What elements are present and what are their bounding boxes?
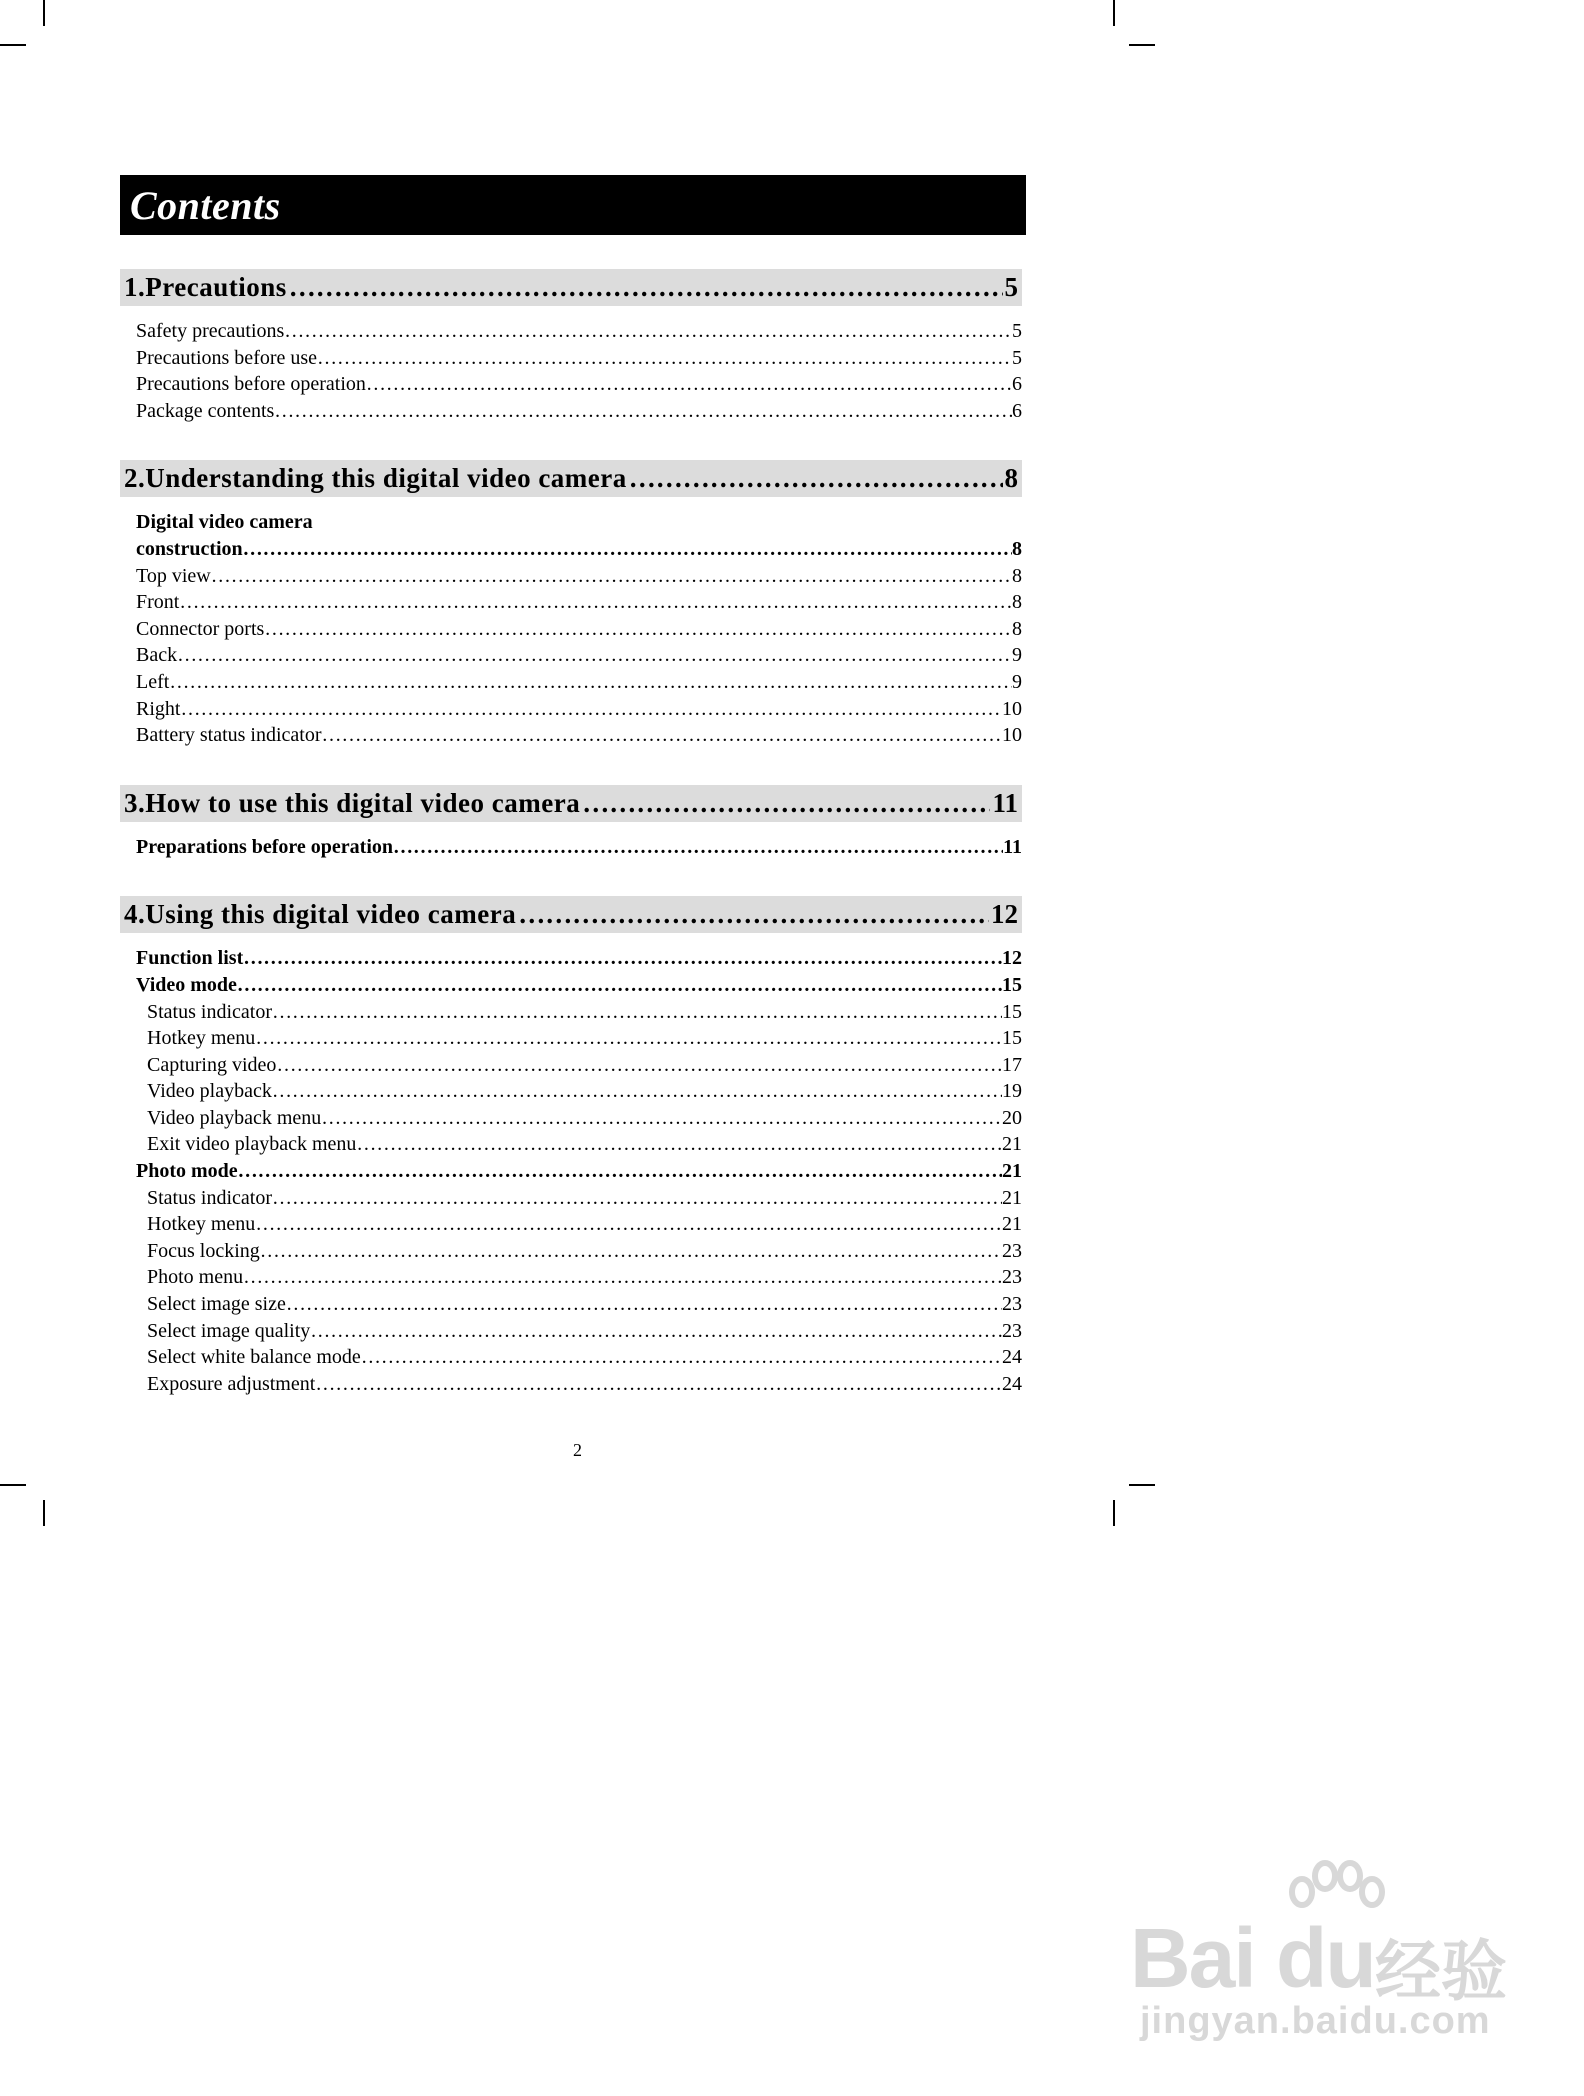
toc-entry[interactable] <box>120 1240 1024 1267</box>
toc-entry-label: Video playback menu <box>147 1106 322 1129</box>
toc-entry[interactable] <box>120 1001 1024 1028</box>
toc-entry[interactable] <box>120 1160 1024 1187</box>
leader-dots <box>272 1080 1002 1103</box>
section-heading <box>120 269 1022 306</box>
toc-entry-page: 21 <box>1002 1213 1022 1236</box>
toc-entry-label: Focus locking <box>147 1239 260 1262</box>
toc-entry-page: 10 <box>1002 724 1022 747</box>
leader-dots <box>264 618 1012 641</box>
toc-entry[interactable] <box>120 1346 1024 1373</box>
toc-entry-label: Precautions before use <box>136 346 318 369</box>
toc-entry-label: Select image quality <box>147 1319 311 1342</box>
leader-dots <box>179 591 1012 614</box>
toc-entry[interactable] <box>120 1080 1024 1107</box>
leader-dots <box>255 1213 1002 1236</box>
leader-dots <box>361 1346 1002 1369</box>
toc-entry-page: 9 <box>1012 644 1022 667</box>
toc-entry[interactable] <box>120 1320 1024 1347</box>
toc-entry-page: 15 <box>1002 1000 1022 1023</box>
toc-entry-page: 21 <box>1002 1186 1022 1209</box>
toc-entry-page: 5 <box>1012 320 1022 342</box>
leader-dots <box>177 644 1012 667</box>
toc-entry-label: Top view <box>136 564 211 587</box>
toc-entry[interactable] <box>120 644 1024 671</box>
leader-dots <box>243 1266 1002 1289</box>
baidu-watermark <box>1110 1860 1550 2050</box>
toc-entry-list <box>120 836 1026 863</box>
toc-entry[interactable] <box>120 1373 1024 1400</box>
leader-dots <box>255 1027 1002 1050</box>
toc-entry[interactable] <box>120 618 1024 645</box>
toc-entry-page: 23 <box>1002 1239 1022 1262</box>
toc-entry-label: Preparations before operation <box>136 835 394 858</box>
toc-entry[interactable] <box>120 591 1024 618</box>
leader-dots <box>238 1160 1002 1183</box>
leader-dots <box>629 463 1003 494</box>
toc-entry[interactable] <box>120 1133 1024 1160</box>
toc-entry-label: Function list <box>136 947 244 970</box>
toc-entry[interactable] <box>120 1213 1024 1240</box>
toc-entry[interactable] <box>120 698 1024 725</box>
leader-dots <box>274 400 1012 423</box>
crop-mark <box>0 44 26 46</box>
leader-dots <box>237 974 1002 997</box>
toc-entry-page: 8 <box>1012 537 1022 560</box>
section-page-number: 8 <box>1004 463 1018 494</box>
leader-dots <box>315 1373 1002 1396</box>
leader-dots <box>211 565 1012 588</box>
toc-entry-label: Battery status indicator <box>136 724 322 747</box>
leader-dots <box>321 1107 1002 1130</box>
toc-entry-label: Front <box>136 591 180 614</box>
toc-entry[interactable] <box>120 947 1024 974</box>
toc-section <box>120 785 1026 863</box>
section-heading <box>120 785 1022 822</box>
toc-entry[interactable] <box>120 347 1024 374</box>
toc-entry[interactable] <box>120 1054 1024 1081</box>
toc-entry-label: Connector ports <box>136 617 265 640</box>
leader-dots <box>276 1054 1002 1077</box>
toc-entry-label: Exit video playback menu <box>147 1133 357 1156</box>
toc-entry-label: Status indicator <box>147 1186 272 1209</box>
toc-entry-page: 8 <box>1012 617 1022 640</box>
leader-dots <box>582 788 990 819</box>
toc-entry-label: Video playback <box>147 1080 272 1103</box>
leader-dots <box>272 1001 1002 1024</box>
toc-entry-page: 23 <box>1002 1266 1022 1289</box>
toc-entry-label: Select white balance mode <box>147 1346 361 1369</box>
toc-entry-label: Hotkey menu <box>147 1027 256 1050</box>
toc-entry-page: 12 <box>1002 947 1022 970</box>
toc-entry[interactable] <box>120 974 1024 1001</box>
toc-entry-label: Back <box>136 644 178 667</box>
toc-entry[interactable] <box>120 538 1024 565</box>
crop-mark <box>1113 1500 1115 1526</box>
leader-dots <box>243 538 1012 561</box>
toc-entry-label: Safety precautions <box>136 320 285 342</box>
crop-mark <box>1129 1484 1155 1486</box>
crop-mark <box>43 1500 45 1526</box>
crop-mark <box>43 0 45 26</box>
watermark-brand: Bai du <box>1130 1911 1375 2005</box>
contents-title-bar <box>120 175 1026 235</box>
toc-section <box>120 269 1026 426</box>
toc-entry[interactable] <box>120 565 1024 592</box>
toc-entry-page: 21 <box>1002 1133 1022 1156</box>
page-title: Contents <box>130 182 281 228</box>
toc-entry-label: Digital video camera <box>136 511 313 534</box>
toc-entry[interactable] <box>120 1293 1024 1320</box>
toc-entry-list <box>120 320 1026 426</box>
toc-entry-label: Photo menu <box>147 1266 244 1289</box>
leader-dots <box>322 724 1002 747</box>
toc-entry-label: Precautions before operation <box>136 373 366 396</box>
toc-entry[interactable] <box>120 1266 1024 1293</box>
section-heading-label: 2.Understanding this digital video camera <box>124 463 627 494</box>
toc-entry-label: Video mode <box>136 973 237 996</box>
leader-dots <box>356 1133 1002 1156</box>
leader-dots <box>284 320 1012 343</box>
toc-entry[interactable] <box>120 1107 1024 1134</box>
toc-entry-page: 6 <box>1012 399 1022 422</box>
section-heading-label: 4.Using this digital video camera <box>124 899 517 930</box>
toc-entry-page: 24 <box>1002 1372 1022 1395</box>
toc-entry-page: 15 <box>1002 973 1022 996</box>
toc-entry[interactable] <box>120 511 1024 538</box>
toc-entry[interactable] <box>120 1027 1024 1054</box>
toc-entry-page: 11 <box>1003 835 1022 858</box>
toc-entry[interactable] <box>120 1187 1024 1214</box>
section-heading <box>120 896 1022 933</box>
toc-entry-page: 23 <box>1002 1293 1022 1316</box>
toc-entry-page: 10 <box>1002 697 1022 720</box>
toc-entry-label: Capturing video <box>147 1053 277 1076</box>
toc-entry-page: 8 <box>1012 564 1022 587</box>
section-page-number: 5 <box>1004 272 1018 302</box>
table-of-contents <box>120 175 1026 1399</box>
toc-entry[interactable] <box>120 836 1024 863</box>
toc-entry-label: Exposure adjustment <box>147 1372 316 1395</box>
crop-mark <box>1129 44 1155 46</box>
toc-entry-page: 6 <box>1012 373 1022 396</box>
toc-entry-label: Status indicator <box>147 1000 272 1023</box>
toc-entry[interactable] <box>120 724 1024 751</box>
leader-dots <box>286 1293 1002 1316</box>
toc-entry[interactable] <box>120 671 1024 698</box>
toc-entry-label: Select image size <box>147 1293 286 1316</box>
toc-sections <box>120 269 1026 1399</box>
watermark-url: jingyan.baidu.com <box>1140 2000 1491 2042</box>
toc-entry-page: 17 <box>1002 1053 1022 1076</box>
toc-entry-page: 5 <box>1012 346 1022 369</box>
toc-entry[interactable] <box>120 400 1024 427</box>
toc-entry-page: 24 <box>1002 1346 1022 1369</box>
section-page-number: 11 <box>992 787 1018 818</box>
section-heading <box>120 460 1022 497</box>
toc-entry-list <box>120 947 1026 1399</box>
toc-entry-label: construction <box>136 537 243 560</box>
toc-entry[interactable] <box>120 320 1024 347</box>
toc-entry-page: 20 <box>1002 1106 1022 1129</box>
leader-dots <box>317 347 1012 370</box>
crop-mark <box>0 1484 26 1486</box>
crop-mark <box>1113 0 1115 26</box>
toc-entry-page: 9 <box>1012 670 1022 693</box>
leader-dots <box>310 1320 1002 1343</box>
toc-entry-page: 23 <box>1002 1319 1022 1342</box>
toc-section <box>120 460 1026 750</box>
toc-entry-page: 21 <box>1002 1160 1022 1183</box>
section-page-number: 12 <box>991 899 1018 930</box>
toc-section <box>120 896 1026 1399</box>
toc-entry[interactable] <box>120 373 1024 400</box>
toc-entry-page: 19 <box>1002 1080 1022 1103</box>
toc-entry-label: Photo mode <box>136 1160 238 1183</box>
leader-dots <box>518 899 989 930</box>
toc-entry-page: 8 <box>1012 591 1022 614</box>
toc-entry-list <box>120 511 1026 750</box>
toc-entry-label: Hotkey menu <box>147 1213 256 1236</box>
leader-dots <box>180 698 1002 721</box>
leader-dots <box>169 671 1012 694</box>
leader-dots <box>272 1187 1002 1210</box>
leader-dots <box>260 1240 1002 1263</box>
page-number: 2 <box>573 1440 582 1460</box>
leader-dots <box>366 373 1012 396</box>
leader-dots <box>289 272 1003 303</box>
watermark-cn: 经验 <box>1375 1934 1507 2008</box>
toc-entry-page: 15 <box>1002 1027 1022 1050</box>
toc-entry-label: Left <box>136 670 170 693</box>
section-heading-label: 3.How to use this digital video camera <box>124 787 581 818</box>
section-heading-label: 1.Precautions <box>124 272 287 302</box>
leader-dots <box>393 836 1003 859</box>
toc-entry-label: Package contents <box>136 399 275 422</box>
leader-dots <box>243 947 1002 970</box>
toc-entry-label: Right <box>136 697 181 720</box>
